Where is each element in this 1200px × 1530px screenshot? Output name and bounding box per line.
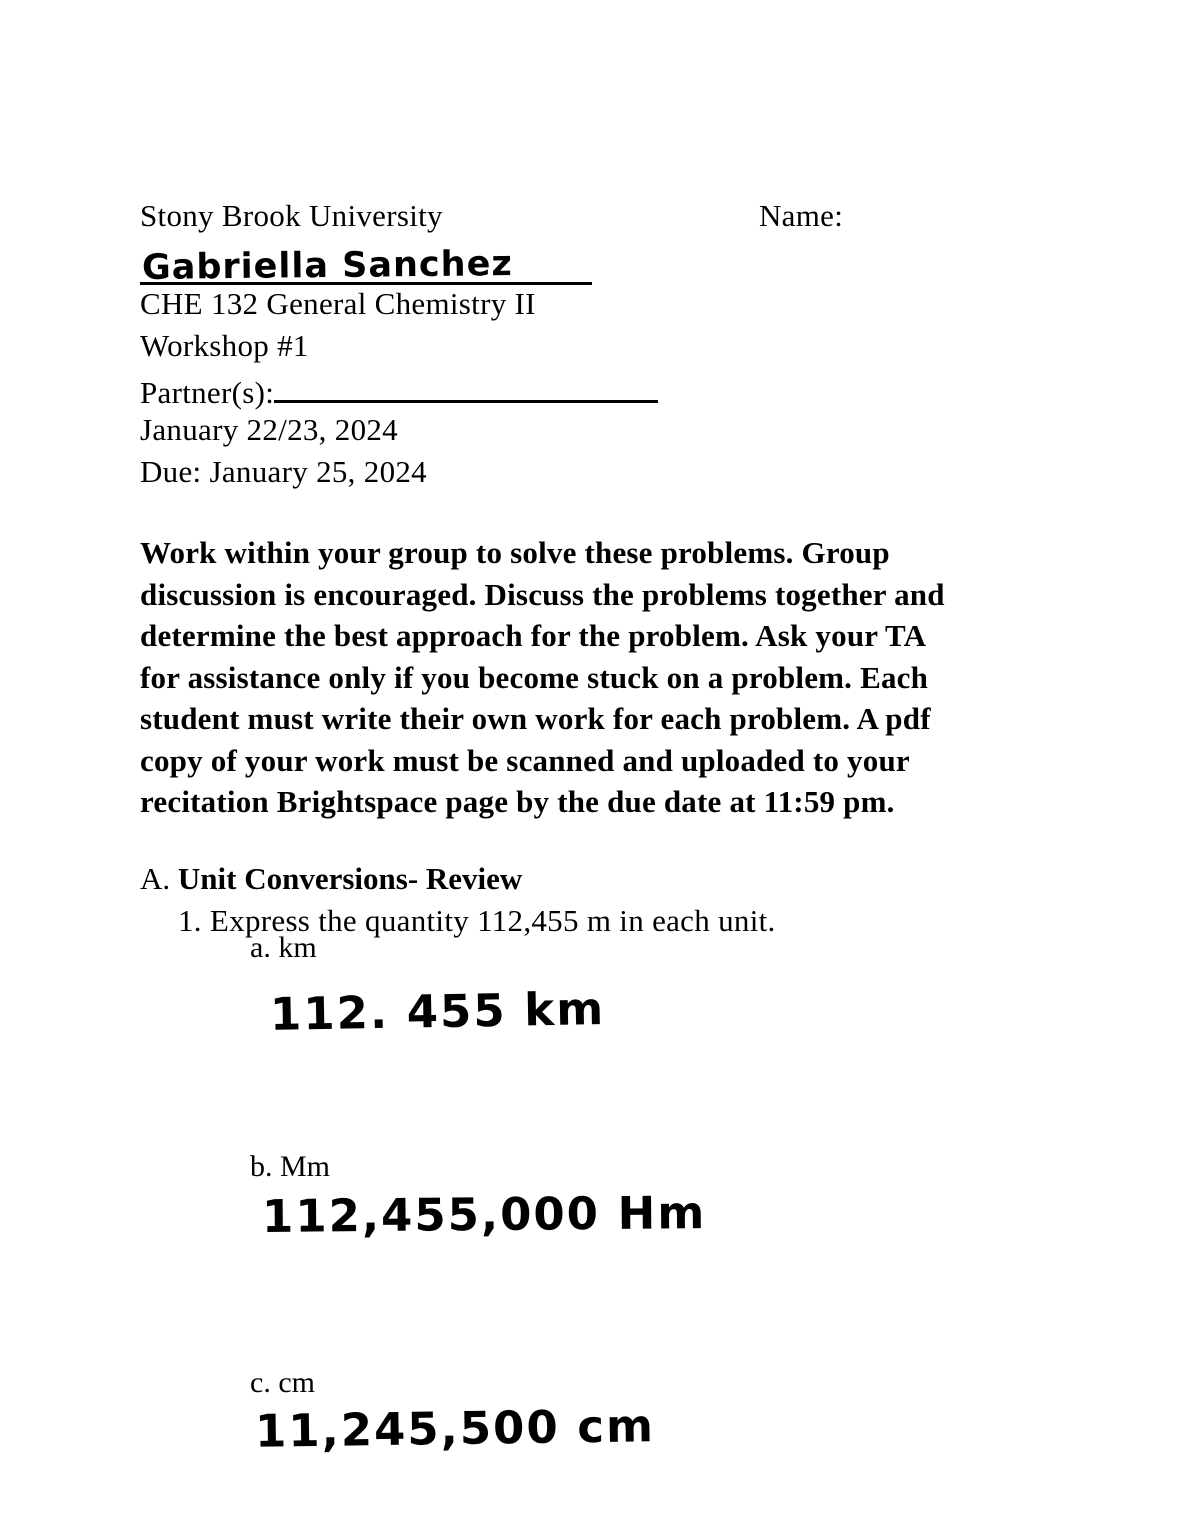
workshop-number: Workshop #1: [140, 328, 309, 363]
handwritten-answer-a: 112. 455 km: [269, 982, 606, 1041]
handwritten-answer-c: 11,245,500 cm: [254, 1399, 656, 1458]
question-1-number: 1.: [178, 903, 202, 938]
instructions-line: determine the best approach for the problem. Ask your TA: [140, 618, 927, 653]
part-b-unit: Mm: [280, 1150, 331, 1183]
handwritten-student-name: Gabriella Sanchez: [141, 244, 513, 288]
instructions-line: student must write their own work for each problem. A pdf: [140, 701, 931, 736]
part-a-unit: km: [278, 931, 317, 964]
student-name-signature-line: [140, 238, 592, 288]
instructions-line: Work within your group to solve these problems. Group: [140, 535, 890, 570]
instructions-paragraph: [140, 532, 1100, 823]
question-1-text: Express the quantity 112,455 m in each unit.: [209, 903, 776, 938]
instructions-line: recitation Brightspace page by the due date at 11:59 pm.: [140, 784, 895, 819]
section-a-heading: [140, 861, 522, 897]
instructions-line: discussion is encouraged. Discuss the problems together and: [140, 576, 945, 612]
due-date: Due: January 25, 2024: [140, 454, 427, 489]
part-a-label: [250, 931, 317, 965]
section-a-title: Unit Conversions- Review: [177, 861, 523, 896]
partners-line: [140, 370, 658, 411]
part-c-unit: cm: [278, 1366, 315, 1399]
university-title: Stony Brook University: [140, 198, 443, 233]
instructions-line: copy of your work must be scanned and uploaded to your: [140, 742, 910, 778]
part-c-label: [250, 1366, 315, 1400]
part-a-letter: a.: [250, 931, 271, 964]
section-a-label: A.: [140, 861, 171, 896]
partners-blank-line: [274, 370, 658, 403]
name-label: Name:: [759, 198, 844, 233]
course-title: CHE 132 General Chemistry II: [140, 286, 536, 321]
part-c-letter: c.: [250, 1366, 271, 1399]
partners-label: Partner(s):: [140, 375, 275, 410]
part-b-label: [250, 1150, 330, 1184]
handwritten-answer-b: 112,455,000 Hm: [261, 1186, 707, 1243]
instructions-line: for assistance only if you become stuck on a problem. Each: [140, 659, 929, 695]
session-date: January 22/23, 2024: [140, 412, 398, 447]
part-b-letter: b.: [250, 1150, 273, 1183]
